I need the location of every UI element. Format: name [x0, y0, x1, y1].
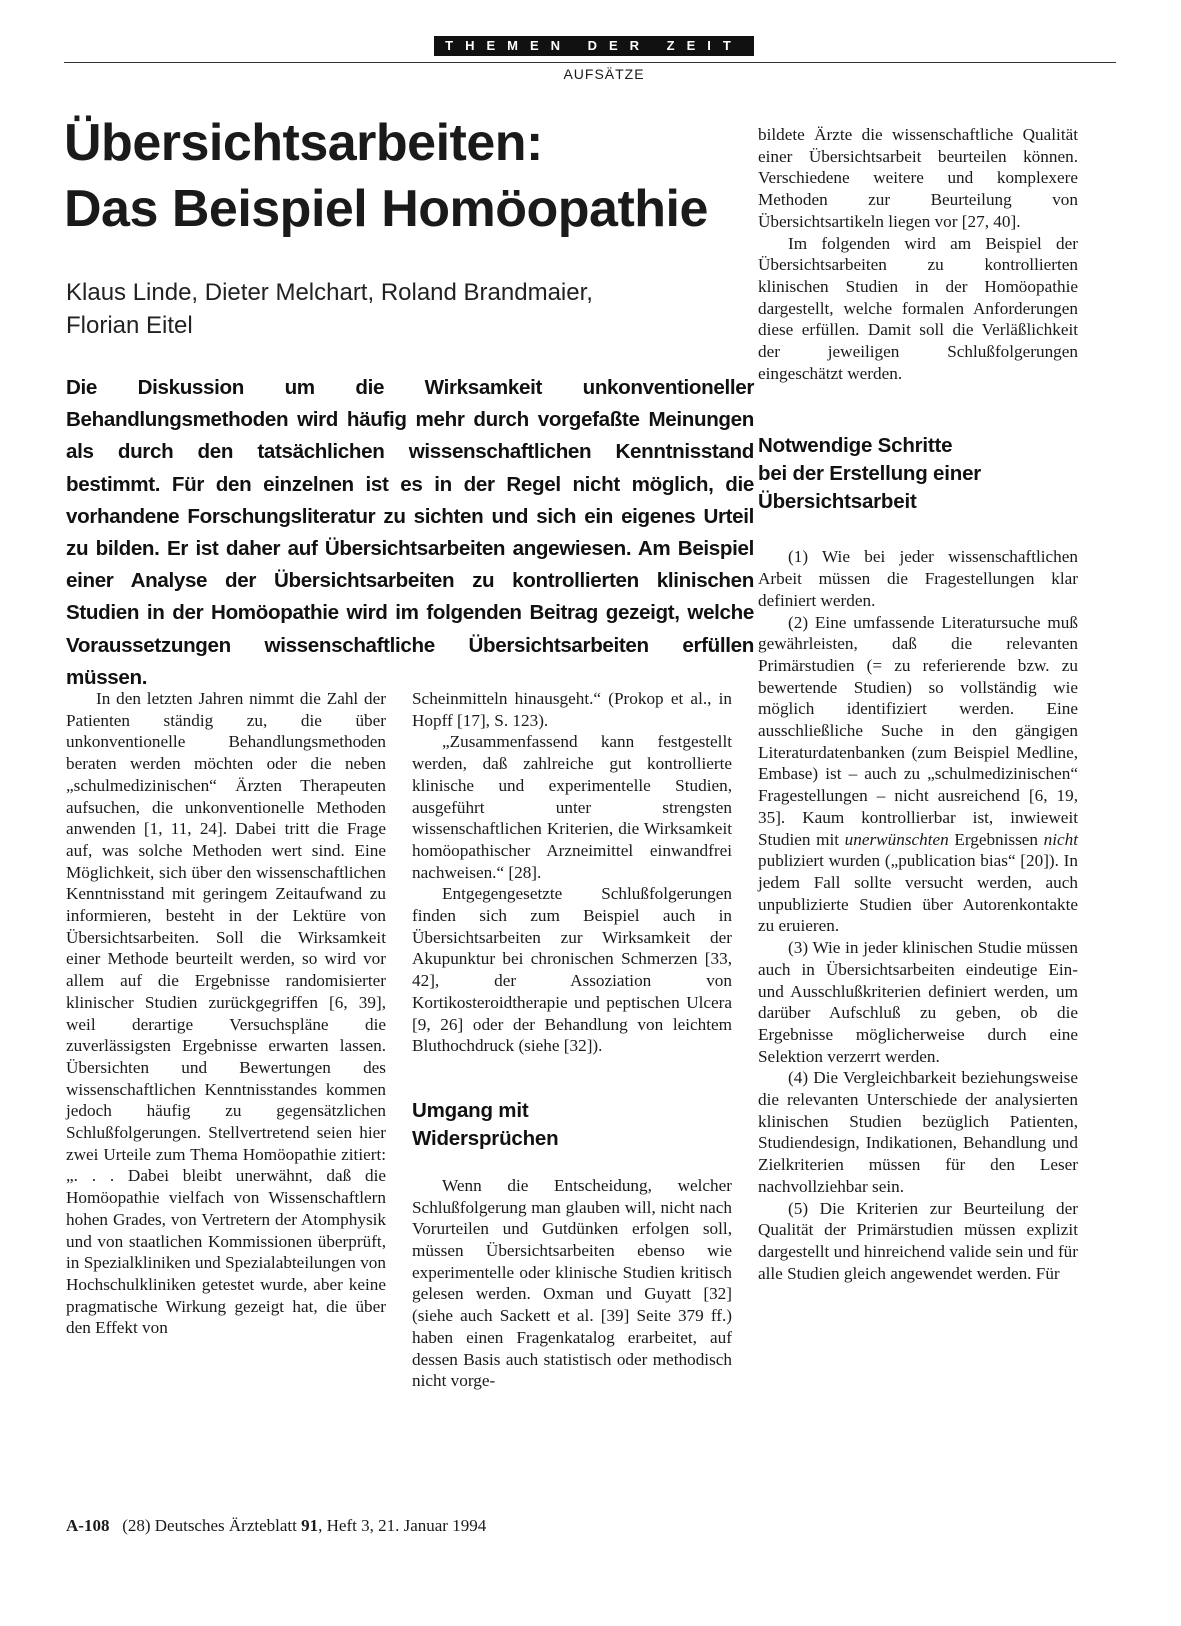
authors-line-2: Florian Eitel	[66, 312, 193, 339]
article-title	[64, 110, 764, 242]
subheading-widersprueche	[412, 1097, 732, 1153]
subheading-line: Übersichtsarbeit	[758, 490, 917, 514]
title-line-2: Das Beispiel Homöopathie	[64, 180, 708, 238]
text-column-2	[412, 688, 732, 1392]
journal-volume: 91	[301, 1516, 319, 1535]
paragraph: bildete Ärzte die wissenschaftliche Qualität einer Übersichtsarbeit beurteilen können. Verschiedene weitere und komplexere Methoden zur Beurteilung von Übersichtsartikeln liegen vor [27, 40].	[758, 125, 1078, 231]
emphasis: nicht	[1043, 829, 1079, 849]
paragraph: (1) Wie bei jeder wissenschaftlichen Arbeit müssen die Fragestellungen klar definiert werden.	[758, 547, 1078, 610]
paragraph	[758, 612, 1078, 938]
header-rule	[64, 62, 1116, 63]
paragraph: (4) Die Vergleichbarkeit beziehungsweise die relevanten Unterschiede der analysierten klinischen Studien bezüglich Patienten, Studiendesign, Indikationen, Behandlung und Zielkriterien müssen für den Leser nachvollziehbar sein.	[758, 1068, 1078, 1196]
paragraph: (3) Wie in jeder klinischen Studie müssen auch in Übersichtsarbeiten eindeutige Ein- und Ausschlußkriterien definiert werden, um darüber Aufschluß zu geben, ob die Ergebnisse möglicherweise durch eine Selektion verzerrt werden.	[758, 938, 1078, 1066]
journal-issue: , Heft 3, 21. Januar 1994	[318, 1516, 487, 1535]
paragraph: In den letzten Jahren nimmt die Zahl der Patienten ständig zu, die über unkonventionelle Behandlungsmethoden beraten werden möchten oder die neben „schulmedizinischen“ Ärzten Therapeuten aufsuchen, die unkonventionelle Methoden anwenden [1, 11, 24]. Dabei tritt die Frage auf, was solche Methoden wert sind. Eine Möglichkeit, sich über den wissenschaftlichen Kenntnisstand mit geringem Zeitaufwand zu informieren, besteht in der Lektüre von Übersichtsarbeiten. Soll die Wirksamkeit einer Methode beurteilt werden, so wird vor allem auf die Ergebnisse randomisierter klinischer Studien zurückgegriffen [6, 39], weil derartige Versuchspläne die zuverlässigsten Ergebnisse erwarten lassen. Übersichten und Bewertungen des wissenschaftlichen Kenntnisstandes kommen jedoch häufig zu gegensätzlichen Schlußfolgerungen. Stellvertretend seien hier zwei Urteile zum Thema Homöopathie zitiert: „. . . Dabei bleibt unerwähnt, daß die Homöopathie vielfach von Wissenschaftlern hohen Grades, von Vertretern der Atomphysik und von staatlichen Kommissionen überprüft, in Spezialkliniken und Spezialabteilungen von Hochschulkliniken getestet wurde, aber keine pragmatische Wirkung gezeigt hat, die über den Effekt von	[66, 689, 386, 1338]
article-authors	[66, 276, 746, 342]
journal-citation: (28) Deutsches Ärzteblatt	[122, 1516, 302, 1535]
subheading-line: Widersprüchen	[412, 1126, 559, 1150]
paragraph: Wenn die Entscheidung, welcher Schlußfolgerung man glauben will, nicht nach Vorurteilen und Gutdünken erfolgen soll, müssen Übersichtsarbeiten ebenso wie experimentelle oder klinische Studien kritisch gelesen werden. Oxman und Guyatt [32] (siehe auch Sackett et al. [39] Seite 379 ff.) haben einen Fragenkatalog erarbeitet, auf dessen Basis auch statistisch oder methodisch nicht vorge-	[412, 1175, 732, 1391]
page-footer	[66, 1516, 766, 1536]
text-column-1	[66, 688, 386, 1339]
subheading-line: Notwendige Schritte	[758, 434, 953, 458]
emphasis: unerwünschten	[844, 829, 949, 849]
title-line-1: Übersichtsarbeiten:	[64, 114, 543, 172]
paragraph: Scheinmitteln hinausgeht.“ (Prokop et al., in Hopff [17], S. 123).	[412, 689, 732, 730]
text-column-3	[758, 124, 1078, 1284]
text-run: publiziert wurden („publication bias“ [20]). In jedem Fall sollte versucht werden, auch unpublizierte Studien über Autorenkontakte zu eruieren.	[758, 851, 1078, 936]
text-run: (2) Eine umfassende Literatursuche muß gewährleisten, daß die relevanten Primärstudien (= zu referierende bzw. zu bewertende Studien) so vollständig wie möglich identifiziert werden. Eine ausschließliche Suche in den gängigen Literaturdatenbanken (zum Beispiel Medline, Embase) ist – auch zu „schulmedizinischen“ Fragestellungen – nicht ausreichend [6, 19, 35]. Kaum kontrollierbar ist, inwieweit Studien mit	[758, 612, 1078, 849]
paragraph: „Zusammenfassend kann festgestellt werden, daß zahlreiche gut kontrollierte klinische und experimentelle Studien, ausgeführt unter strengsten wissenschaftlichen Kriterien, die Wirksamkeit homöopathischer Arzneimittel einwandfrei nachweisen.“ [28].	[412, 732, 732, 882]
subheading-notwendige-schritte	[758, 432, 1078, 516]
section-kicker: THEMEN DER ZEIT	[434, 36, 754, 56]
page-number: A-108	[66, 1516, 110, 1535]
authors-line-1: Klaus Linde, Dieter Melchart, Roland Brandmaier,	[66, 279, 593, 306]
paragraph: (5) Die Kriterien zur Beurteilung der Qualität der Primärstudien müssen explizit dargestellt und hinreichend valide sein und für alle Studien gleich angewendet werden. Für	[758, 1198, 1078, 1283]
section-label: AUFSÄTZE	[563, 66, 645, 82]
paragraph: Entgegengesetzte Schlußfolgerungen finden sich zum Beispiel auch in Übersichtsarbeiten zur Wirksamkeit der Akupunktur bei chronischen Schmerzen [33, 42], der Assoziation von Kortikosteroidtherapie und peptischen Ulcera [9, 26] oder der Behandlung von leichtem Bluthochdruck (siehe [32]).	[412, 884, 732, 1056]
subheading-line: Umgang mit	[412, 1098, 529, 1122]
paragraph: Im folgenden wird am Beispiel der Übersichtsarbeiten zu kontrollierten klinischen Studien in der Homöopathie dargestellt, welche formalen Anforderungen diese erfüllen. Damit soll die Verläßlichkeit der jeweiligen Schlußfolgerungen eingeschätzt werden.	[758, 233, 1078, 383]
article-abstract: Die Diskussion um die Wirksamkeit unkonventioneller Behandlungsmethoden wird häufig mehr durch vorgefaßte Meinungen als durch den tatsächlichen wissenschaftlichen Kenntnisstand bestimmt. Für den einzelnen ist es in der Regel nicht möglich, die vorhandene Forschungsliteratur zu sichten und sich ein eigenes Urteil zu bilden. Er ist daher auf Übersichtsarbeiten angewiesen. Am Beispiel einer Analyse der Übersichtsarbeiten zu kontrollierten klinischen Studien in der Homöopathie wird im folgenden Beitrag gezeigt, welche Voraussetzungen wissenschaftliche Übersichtsarbeiten erfüllen müssen.	[66, 376, 754, 689]
subheading-line: bei der Erstellung einer	[758, 462, 982, 486]
text-run: Ergebnissen	[948, 829, 1044, 849]
